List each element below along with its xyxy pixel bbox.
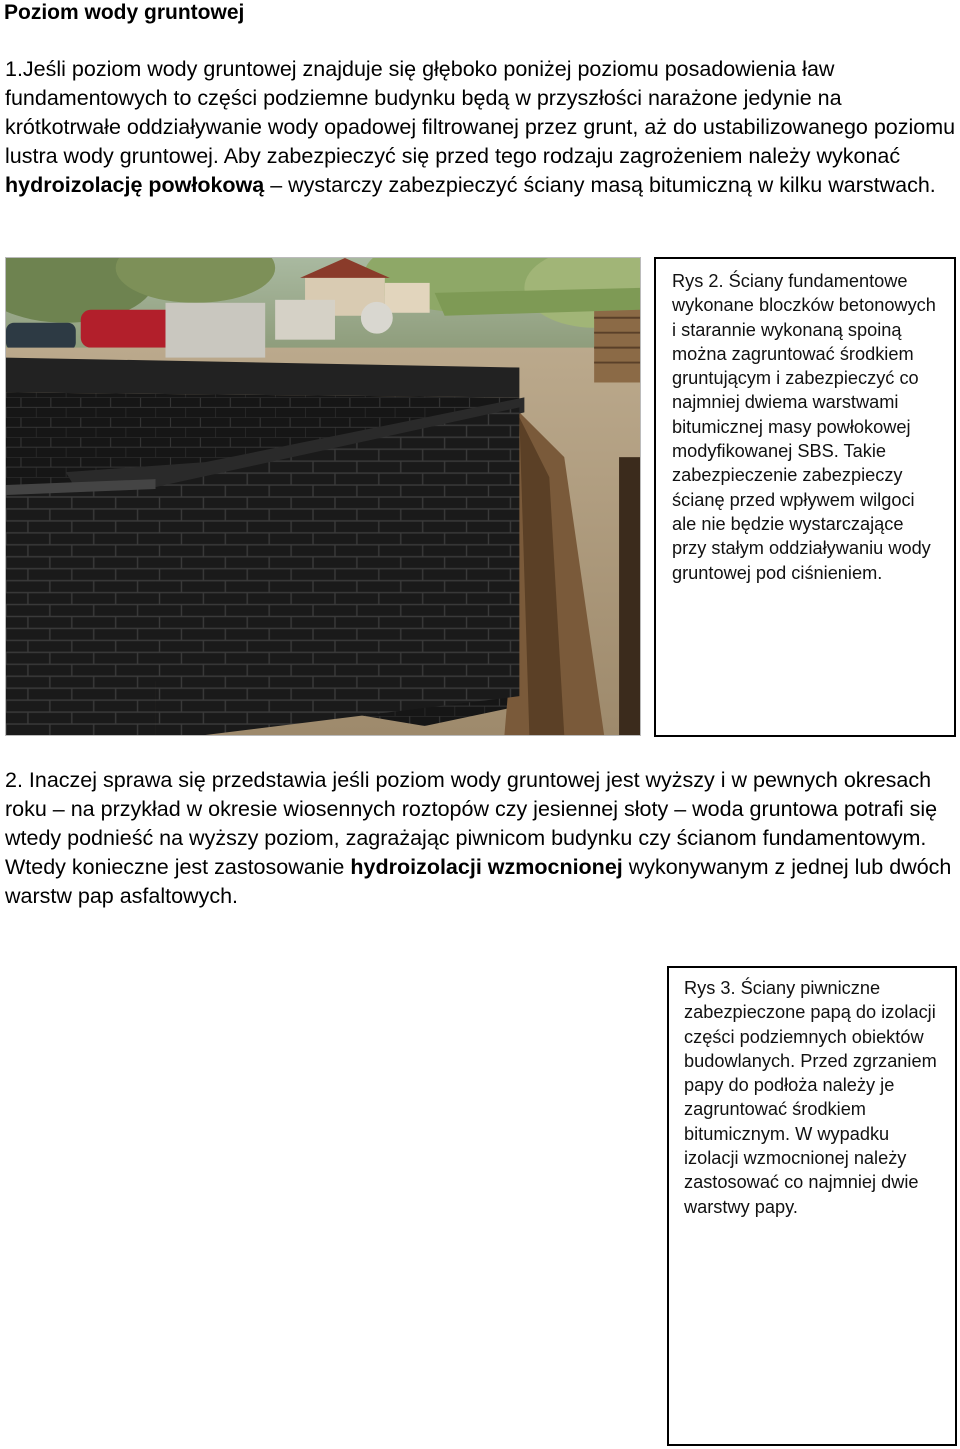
- paragraph-2: [5, 766, 960, 911]
- page-title: Poziom wody gruntowej: [4, 1, 245, 24]
- figure-3-caption-box: [667, 966, 957, 1446]
- foundation-wall-photo: [5, 257, 641, 736]
- paragraph-1-text-end: – wystarczy zabezpieczyć ściany masą bitumiczną w kilku warstwach.: [264, 173, 936, 197]
- figure-2-caption-box: [654, 257, 956, 737]
- figure-2-caption: Rys 2. Ściany fundamentowe wykonane bloczków betonowych i starannie wykonaną spoiną można zagruntować środkiem gruntującym i zabezpieczyć co najmniej dwiema warstwami bitumicznej masy powłokowej modyfikowanej SBS. Takie zabezpieczenie zabezpieczy ścianę przed wpływem wilgoci ale nie będzie wystarczające przy stałym oddziaływaniu wody gruntowej pod ciśnieniem.: [672, 271, 936, 583]
- paragraph-2-bold-term: hydroizolacji wzmocnionej: [350, 855, 623, 879]
- paragraph-1-bold-term: hydroizolację powłokową: [5, 173, 265, 197]
- paragraph-1: [5, 55, 960, 200]
- paragraph-1-text: 1.Jeśli poziom wody gruntowej znajduje się głęboko poniżej poziomu posadowienia ław fundamentowych to części podziemne budynku będą w przyszłości narażone jedynie na krótkotrwałe oddziaływanie wody opadowej filtrowanej przez grunt, aż do ustabilizowanego poziomu lustra wody gruntowej. Aby zabezpieczyć się przed tego rodzaju zagrożeniem należy wykonać: [5, 57, 956, 168]
- foundation-wall-illustration: [6, 258, 640, 735]
- figure-3-caption: Rys 3. Ściany piwniczne zabezpieczone papą do izolacji części podziemnych obiektów budowlanych. Przed zgrzaniem papy do podłoża należy je zagruntować środkiem bitumicznym. W wypadku izolacji wzmocnionej należy zastosować co najmniej dwie warstwy papy.: [684, 978, 937, 1217]
- paragraph-2-text-end: wykonywanym z jednej lub dwóch warstw pap asfaltowych.: [5, 855, 952, 908]
- paragraph-2-text: 2. Inaczej sprawa się przedstawia jeśli poziom wody gruntowej jest wyższy i w pewnych okresach roku – na przykład w okresie wiosennych roztopów czy jesiennej słoty – woda gruntowa potrafi się wtedy podnieść na wyższy poziom, zagrażając piwnicom budynku czy ścianom fundamentowym. Wtedy konieczne jest zastosowanie: [5, 768, 938, 879]
